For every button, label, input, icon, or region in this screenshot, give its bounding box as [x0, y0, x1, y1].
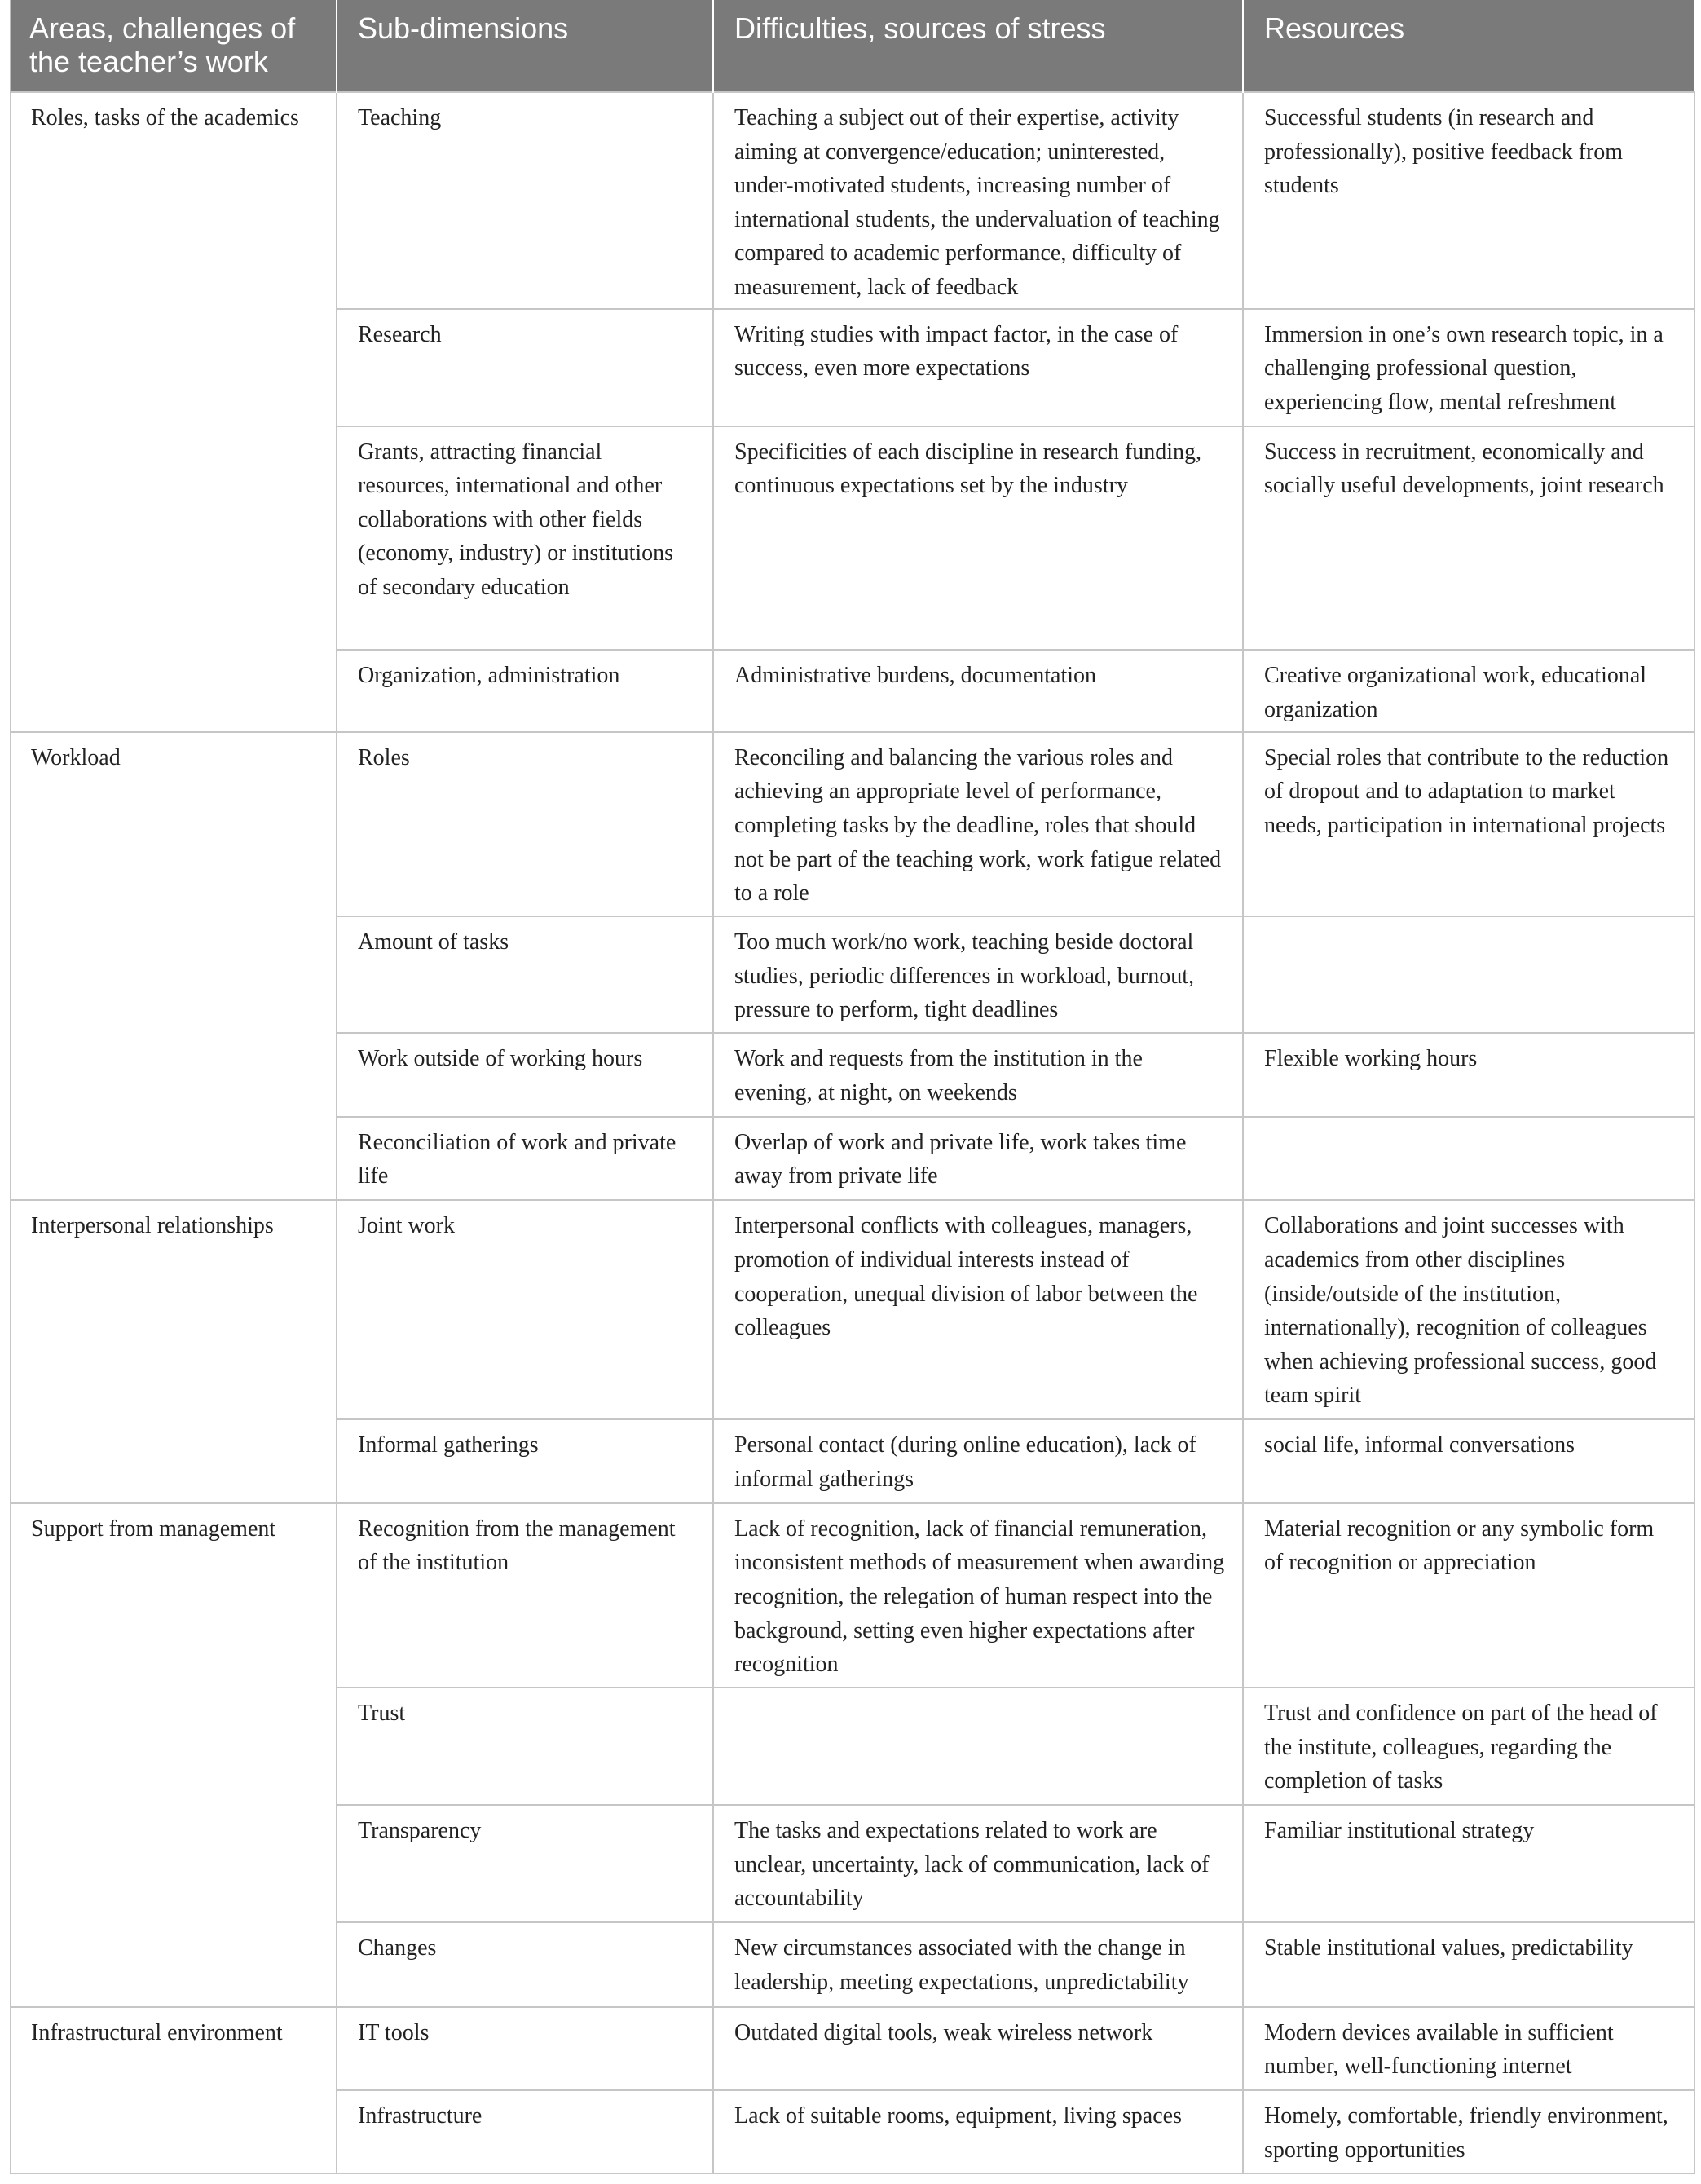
sub-dimension-cell: IT tools — [337, 2007, 713, 2091]
sub-dimension-cell: Recognition from the management of the institution — [337, 1503, 713, 1688]
difficulties-cell: Specificities of each discipline in research funding, continuous expectations set by the industry — [713, 426, 1243, 651]
header-row — [11, 0, 1694, 92]
difficulties-cell: New circumstances associated with the change in leadership, meeting expectations, unpredictability — [713, 1922, 1243, 2007]
sub-dimension-cell: Joint work — [337, 1200, 713, 1419]
sub-dimension-cell: Transparency — [337, 1805, 713, 1922]
resources-cell: Success in recruitment, economically and socially useful developments, joint research — [1243, 426, 1694, 651]
difficulties-cell: Outdated digital tools, weak wireless network — [713, 2007, 1243, 2091]
sub-dimension-cell: Reconciliation of work and private life — [337, 1117, 713, 1201]
resources-cell: social life, informal conversations — [1243, 1419, 1694, 1503]
resources-cell: Flexible working hours — [1243, 1033, 1694, 1117]
difficulties-cell: Teaching a subject out of their expertise, activity aiming at convergence/education; uninterested, under-motivated students, increasing number of international students, the undervaluation of teaching compared to academic performance, difficulty of measurement, lack of feedback — [713, 92, 1243, 309]
resources-cell — [1243, 916, 1694, 1033]
difficulties-cell: The tasks and expectations related to work are unclear, uncertainty, lack of communication, lack of accountability — [713, 1805, 1243, 1922]
header-sub-dimensions: Sub-dimensions — [337, 0, 713, 92]
sub-dimension-cell: Trust — [337, 1688, 713, 1805]
sub-dimension-cell: Work outside of working hours — [337, 1033, 713, 1117]
resources-cell: Special roles that contribute to the reduction of dropout and to adaptation to market needs, participation in international projects — [1243, 732, 1694, 916]
sub-dimension-cell: Grants, attracting financial resources, international and other collaborations with other fields (economy, industry) or institutions of secondary education — [337, 426, 713, 651]
sub-dimension-cell: Roles — [337, 732, 713, 916]
table-header — [11, 0, 1694, 92]
difficulties-cell: Administrative burdens, documentation — [713, 650, 1243, 732]
resources-cell: Successful students (in research and professionally), positive feedback from students — [1243, 92, 1694, 309]
difficulties-cell: Interpersonal conflicts with colleagues, managers, promotion of individual interests instead of cooperation, unequal division of labor between the colleagues — [713, 1200, 1243, 1419]
difficulties-cell: Lack of recognition, lack of financial remuneration, inconsistent methods of measurement when awarding recognition, the relegation of human respect into the background, setting even higher expectations after recognition — [713, 1503, 1243, 1688]
resources-cell: Creative organizational work, educational organization — [1243, 650, 1694, 732]
table-row — [11, 2007, 1694, 2091]
table-row — [11, 732, 1694, 916]
resources-cell: Collaborations and joint successes with academics from other disciplines (inside/outside of the institution, internationally), recognition of colleagues when achieving professional success, good team spirit — [1243, 1200, 1694, 1419]
area-cell: Interpersonal relationships — [11, 1200, 337, 1502]
table-body — [11, 92, 1694, 2173]
stress-resources-table — [10, 0, 1695, 2174]
table-row — [11, 92, 1694, 309]
difficulties-cell: Work and requests from the institution in the evening, at night, on weekends — [713, 1033, 1243, 1117]
difficulties-cell: Personal contact (during online education), lack of informal gatherings — [713, 1419, 1243, 1503]
resources-cell: Modern devices available in sufficient number, well-functioning internet — [1243, 2007, 1694, 2091]
resources-cell — [1243, 1117, 1694, 1201]
header-resources: Resources — [1243, 0, 1694, 92]
sub-dimension-cell: Amount of tasks — [337, 916, 713, 1033]
area-cell: Workload — [11, 732, 337, 1201]
sub-dimension-cell: Infrastructure — [337, 2090, 713, 2173]
difficulties-cell: Writing studies with impact factor, in the case of success, even more expectations — [713, 309, 1243, 426]
resources-cell: Material recognition or any symbolic form of recognition or appreciation — [1243, 1503, 1694, 1688]
resources-cell: Homely, comfortable, friendly environment, sporting opportunities — [1243, 2090, 1694, 2173]
area-cell: Infrastructural environment — [11, 2007, 337, 2173]
area-cell: Roles, tasks of the academics — [11, 92, 337, 732]
resources-cell: Immersion in one’s own research topic, in a challenging professional question, experiencing flow, mental refreshment — [1243, 309, 1694, 426]
difficulties-cell: Overlap of work and private life, work takes time away from private life — [713, 1117, 1243, 1201]
difficulties-cell — [713, 1688, 1243, 1805]
resources-cell: Stable institutional values, predictability — [1243, 1922, 1694, 2007]
sub-dimension-cell: Research — [337, 309, 713, 426]
table-row — [11, 1503, 1694, 1688]
resources-cell: Familiar institutional strategy — [1243, 1805, 1694, 1922]
table-row — [11, 1200, 1694, 1419]
difficulties-cell: Reconciling and balancing the various roles and achieving an appropriate level of performance, completing tasks by the deadline, roles that should not be part of the teaching work, work fatigue related to a role — [713, 732, 1243, 916]
header-difficulties: Difficulties, sources of stress — [713, 0, 1243, 92]
sub-dimension-cell: Informal gatherings — [337, 1419, 713, 1503]
area-cell: Support from management — [11, 1503, 337, 2007]
sub-dimension-cell: Organization, administration — [337, 650, 713, 732]
difficulties-cell: Too much work/no work, teaching beside doctoral studies, periodic differences in workload, burnout, pressure to perform, tight deadlines — [713, 916, 1243, 1033]
header-areas: Areas, challenges of the teacher’s work — [11, 0, 337, 92]
sub-dimension-cell: Teaching — [337, 92, 713, 309]
difficulties-cell: Lack of suitable rooms, equipment, living spaces — [713, 2090, 1243, 2173]
sub-dimension-cell: Changes — [337, 1922, 713, 2007]
resources-cell: Trust and confidence on part of the head of the institute, colleagues, regarding the completion of tasks — [1243, 1688, 1694, 1805]
